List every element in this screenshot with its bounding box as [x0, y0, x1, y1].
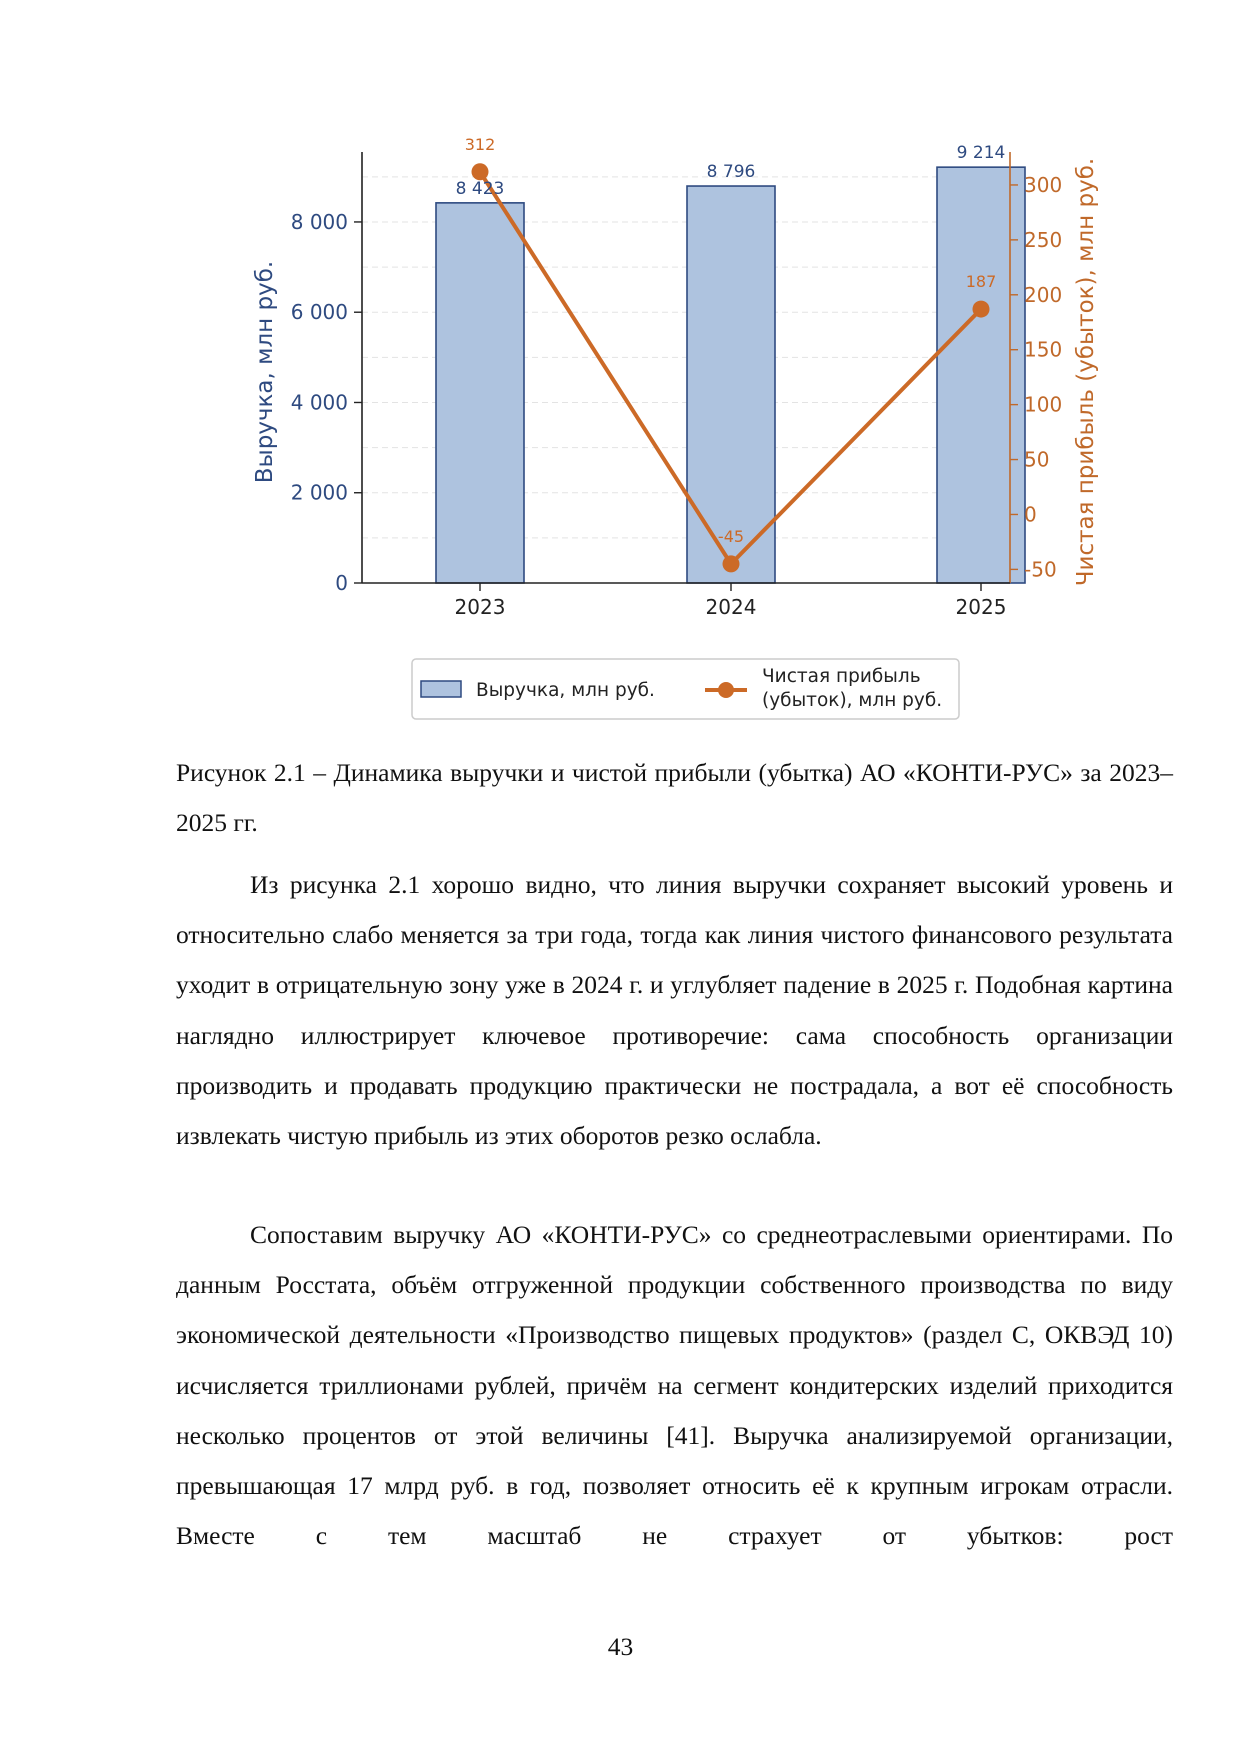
profit-point [472, 163, 489, 180]
y-left-tick-label: 0 [335, 571, 348, 595]
figure-caption: Рисунок 2.1 – Динамика выручки и чистой прибыли (убытка) АО «КОНТИ-РУС» за 2023–2025 гг. [176, 758, 1173, 838]
legend-bar-swatch [421, 681, 461, 697]
revenue-bar [687, 186, 775, 583]
y-right-tick-label: 0 [1024, 502, 1037, 527]
legend-profit-label-line2: (убыток), млн руб. [762, 690, 943, 711]
profit-point [973, 301, 990, 318]
y-axis-left-label: Выручка, млн руб. [252, 260, 278, 484]
x-tick-label: 2025 [955, 595, 1007, 619]
revenue-bar [937, 167, 1025, 583]
chart-legend [412, 659, 959, 719]
y-right-tick-label: 200 [1024, 282, 1063, 307]
revenue-value-label: 8 423 [455, 178, 505, 199]
body-paragraph-1: Из рисунка 2.1 хорошо видно, что линия выручки сохраняет высокий уровень и относительно слабо меняется за три года, тогда как линия чистого финансового результата уходит в отрицательную зону уже в 2024 г. и углубляет падение в 2025 г. Подобная картина наглядно иллюстрирует ключевое противоречие: сама способность организации производить и продавать продукцию практически не пострадала, а вот её способность извлекать чистую прибыль из этих оборотов резко ослабла. [176, 870, 1173, 1151]
profit-value-label: 312 [464, 134, 496, 154]
revenue-profit-chart [0, 0, 1241, 730]
y-left-tick-label: 6 000 [290, 300, 348, 325]
y-right-tick-label: 150 [1024, 337, 1063, 362]
x-tick-label: 2024 [705, 595, 757, 619]
revenue-value-label: 8 796 [706, 162, 756, 183]
y-axis-right-label: Чистая прибыль (убыток), млн руб. [1073, 157, 1099, 587]
body-paragraph-2: Сопоставим выручку АО «КОНТИ-РУС» со среднеотраслевыми ориентирами. По данным Росстата, объём отгруженной продукции собственного производства по виду экономической деятельности «Производство пищевых продуктов» (раздел С, ОКВЭД 10) исчисляется триллионами рублей, причём на сегмент кондитерских изделий приходится несколько процентов от этой величины [41]. Выручка анализируемой организации, превышающая 17 млрд руб. в год, позволяет относить её к крупным игрокам отрасли. Вместе с тем масштаб не страхует от убытков: рост [176, 1220, 1173, 1551]
page-number: 43 [607, 1632, 634, 1661]
revenue-bars [436, 167, 1025, 583]
y-left-tick-label: 8 000 [290, 209, 348, 234]
y-right-tick-label: 250 [1024, 227, 1063, 252]
profit-point [723, 555, 740, 572]
legend-profit-label-line1: Чистая прибыль [762, 666, 921, 687]
y-right-tick-label: -50 [1024, 557, 1057, 582]
profit-value-label: 187 [965, 272, 997, 292]
legend-revenue-label: Выручка, млн руб. [476, 680, 655, 701]
legend-line-marker [718, 682, 734, 698]
y-right-tick-label: 300 [1024, 172, 1063, 197]
x-tick-label: 2023 [454, 595, 506, 619]
profit-value-label: -45 [717, 526, 745, 546]
revenue-bar [436, 203, 524, 583]
y-right-tick-label: 100 [1024, 392, 1063, 417]
y-right-tick-label: 50 [1024, 447, 1050, 472]
y-left-tick-label: 4 000 [290, 390, 348, 415]
revenue-value-label: 9 214 [956, 143, 1006, 164]
y-left-tick-label: 2 000 [290, 480, 348, 505]
